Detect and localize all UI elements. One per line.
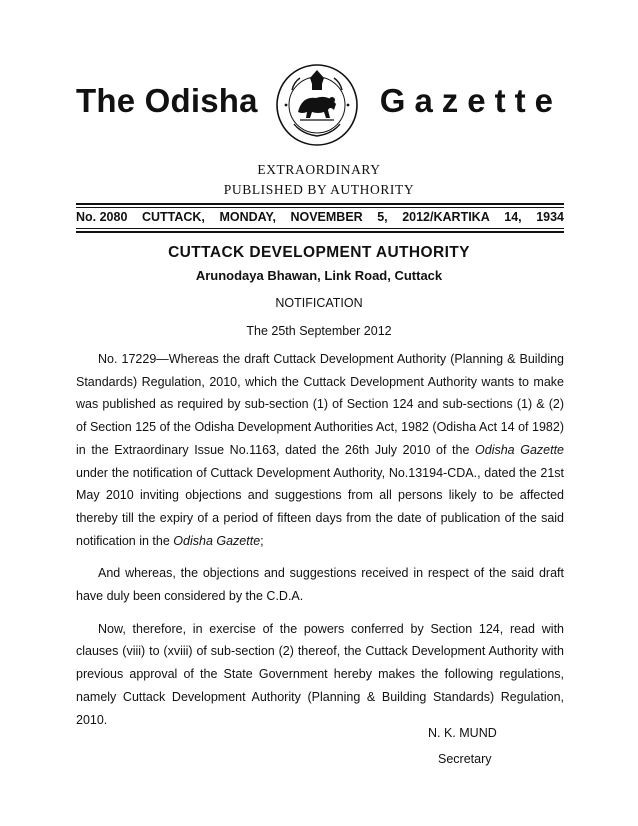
bottom-rule-thin xyxy=(76,228,564,229)
issue-line xyxy=(76,210,564,224)
issue-saka-year: 1934 xyxy=(536,210,564,224)
organization-address: Arunodaya Bhawan, Link Road, Cuttack xyxy=(195,268,443,283)
issue-month: NOVEMBER xyxy=(290,210,363,224)
notification-body xyxy=(76,348,564,731)
issue-year-kartika: 2012/KARTIKA xyxy=(402,210,490,224)
paragraph-therefore: Now, therefore, in exercise of the powers conferred by Section 124, read with clauses (viii) to (xviii) of sub-section (2) thereof, the Cuttack Development Authority with previous approval of the State Government hereby makes the following regulations, namely Cuttack Development Authority (Planning & Building Standards) Regulation, 2010. xyxy=(76,621,564,727)
bottom-rule-thick xyxy=(76,231,564,233)
organization-heading: CUTTACK DEVELOPMENT AUTHORITY xyxy=(168,244,470,261)
gazette-title-left: The Odisha xyxy=(76,82,258,119)
top-rule-thick xyxy=(76,203,564,205)
notification-date: The 25th September 2012 xyxy=(246,324,392,338)
masthead xyxy=(76,60,562,160)
signatory-title: Secretary xyxy=(438,752,492,766)
published-by-label: PUBLISHED BY AUTHORITY xyxy=(223,182,415,197)
issue-number: No. 2080 xyxy=(76,210,128,224)
issue-place: CUTTACK, xyxy=(141,210,205,224)
issue-day: 5, xyxy=(377,210,388,224)
issue-kartika-day: 14, xyxy=(504,210,522,224)
gazette-title-right: Gazette xyxy=(379,82,562,119)
signatory-name: N. K. MUND xyxy=(428,726,497,740)
extraordinary-label: EXTRAORDINARY xyxy=(257,162,381,177)
paragraph-objections: And whereas, the objections and suggestions received in respect of the said draft have duly been considered by the C.D.A. xyxy=(76,566,564,604)
issue-weekday: MONDAY, xyxy=(219,210,276,224)
state-emblem-icon xyxy=(272,60,362,150)
top-rule-thin xyxy=(76,207,564,208)
notification-heading: NOTIFICATION xyxy=(275,296,363,310)
paragraph-whereas: No. 17229—Whereas the draft Cuttack Development Authority (Planning & Building Standards) Regulation, 2010, which the Cuttack Development Authority wants to make was published as required by sub-section (1) of Section 124 and sub-sections (1) & (2) of Section 125 of the Odisha Development Authorities Act, 1982 (Odisha Act 14 of 1982) in the Extraordinary Issue No.1163, dated the 26th July 2010 of the Odisha Gazette under the notification of Cuttack Development Authority, No.13194-CDA., dated the 21st May 2010 inviting objections and suggestions from all persons likely to be affected thereby till the expiry of a period of fifteen days from the date of publication of the said notification in the Odisha Gazette; xyxy=(76,352,565,548)
